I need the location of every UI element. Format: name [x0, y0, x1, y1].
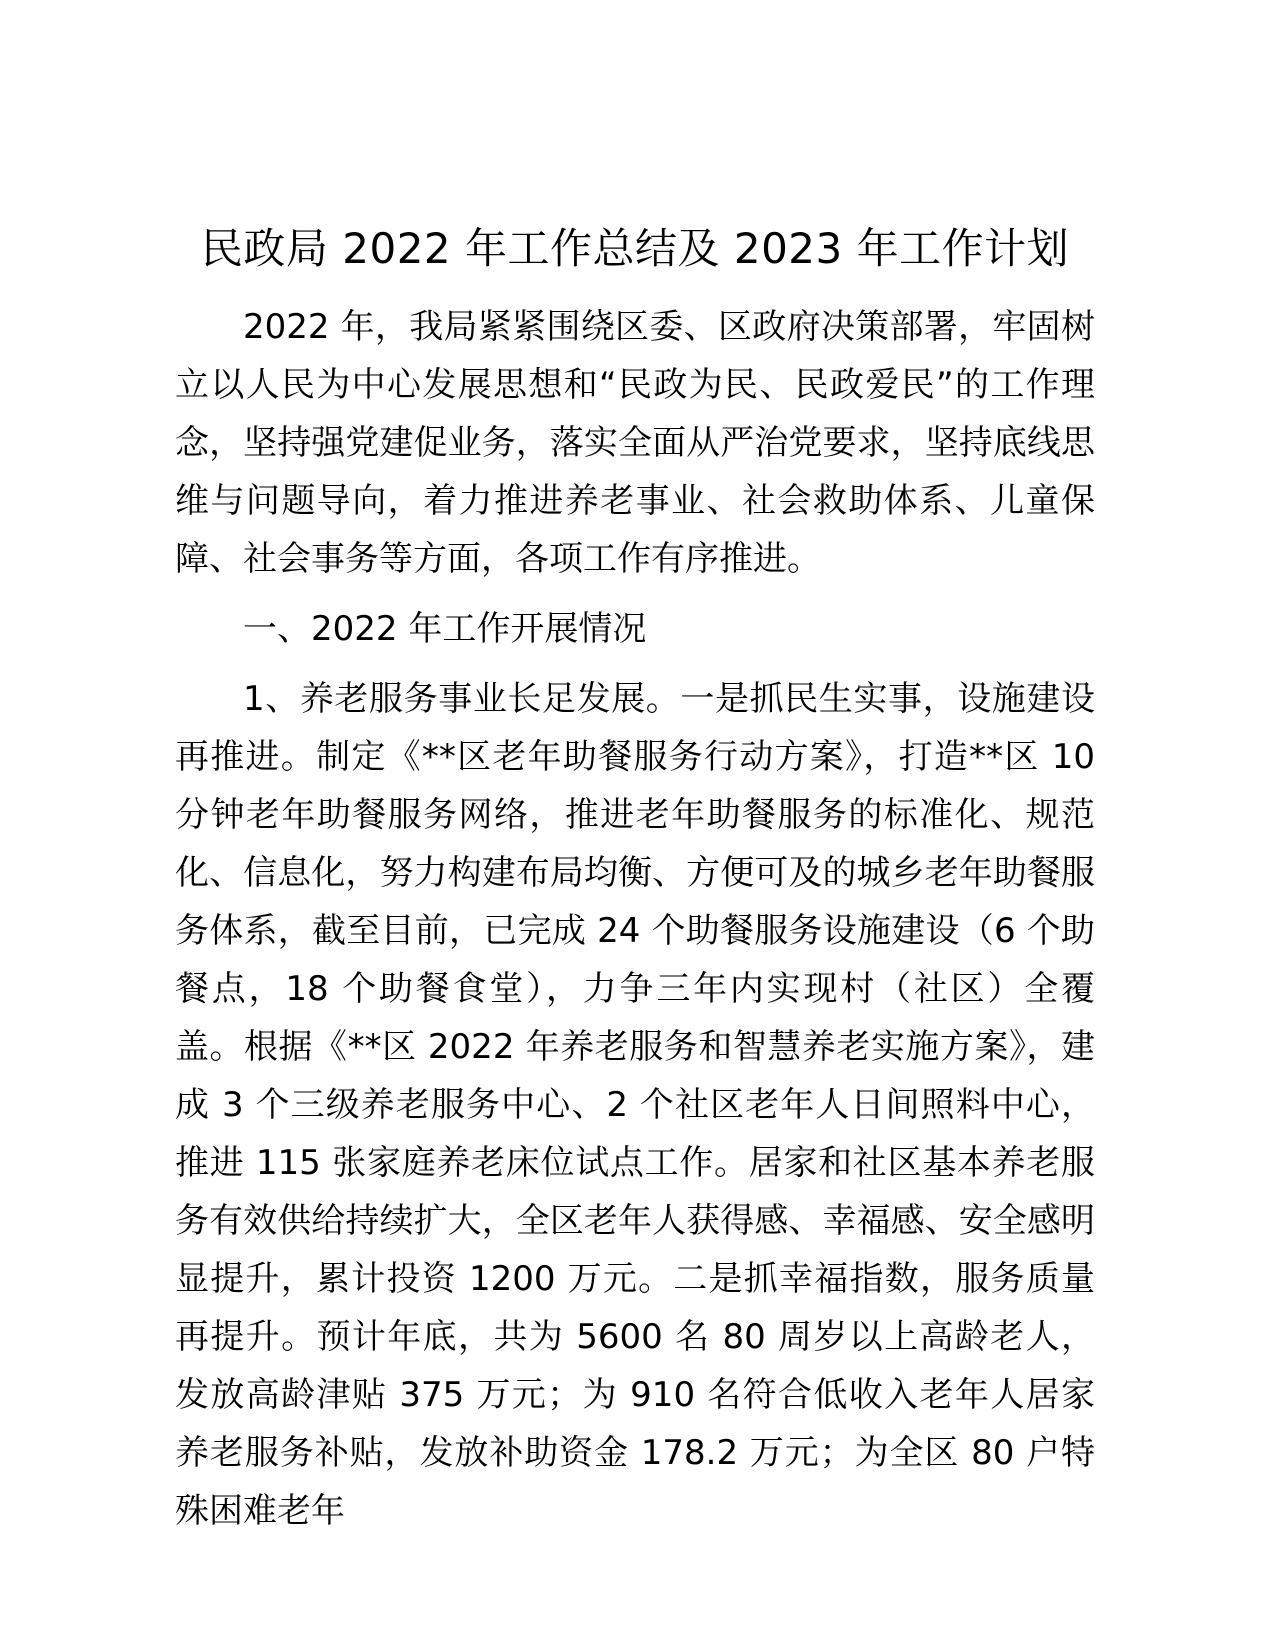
- document-title: 民政局 2022 年工作总结及 2023 年工作计划: [200, 224, 1070, 273]
- intro-paragraph: 2022 年，我局紧紧围绕区委、区政府决策部署，牢固树立以人民为中心发展思想和“民政为民、民政爱民”的工作理念，坚持强党建促业务，落实全面从严治党要求，坚持底线思维与问题导向，着力推进养老事业、社会救助体系、儿童保障、社会事务等方面，各项工作有序推进。: [175, 307, 1095, 579]
- section-1-paragraph-1: 1、养老服务事业长足发展。一是抓民生实事，设施建设再推进。制定《**区老年助餐服务行动方案》，打造**区 10 分钟老年助餐服务网络，推进老年助餐服务的标准化、规范化、信息化，努力构建布局均衡、方便可及的城乡老年助餐服务体系，截至目前，已完成 24 个助餐服务设施建设（6 个助餐点，18 个助餐食堂），力争三年内实现村（社区）全覆盖。根据《**区 2022 年养老服务和智慧养老实施方案》，建成 3 个三级养老服务中心、2 个社区老年人日间照料中心，推进 115 张家庭养老床位试点工作。居家和社区基本养老服务有效供给持续扩大，全区老年人获得感、幸福感、安全感明显提升，累计投资 1200 万元。二是抓幸福指数，服务质量再提升。预计年底，共为 5600 名 80 周岁以上高龄老人，发放高龄津贴 375 万元；为 910 名符合低收入老年人居家养老服务补贴，发放补助资金 178.2 万元；为全区 80 户特殊困难老年: [175, 679, 1095, 1531]
- section-1-heading: 一、2022 年工作开展情况: [243, 609, 647, 649]
